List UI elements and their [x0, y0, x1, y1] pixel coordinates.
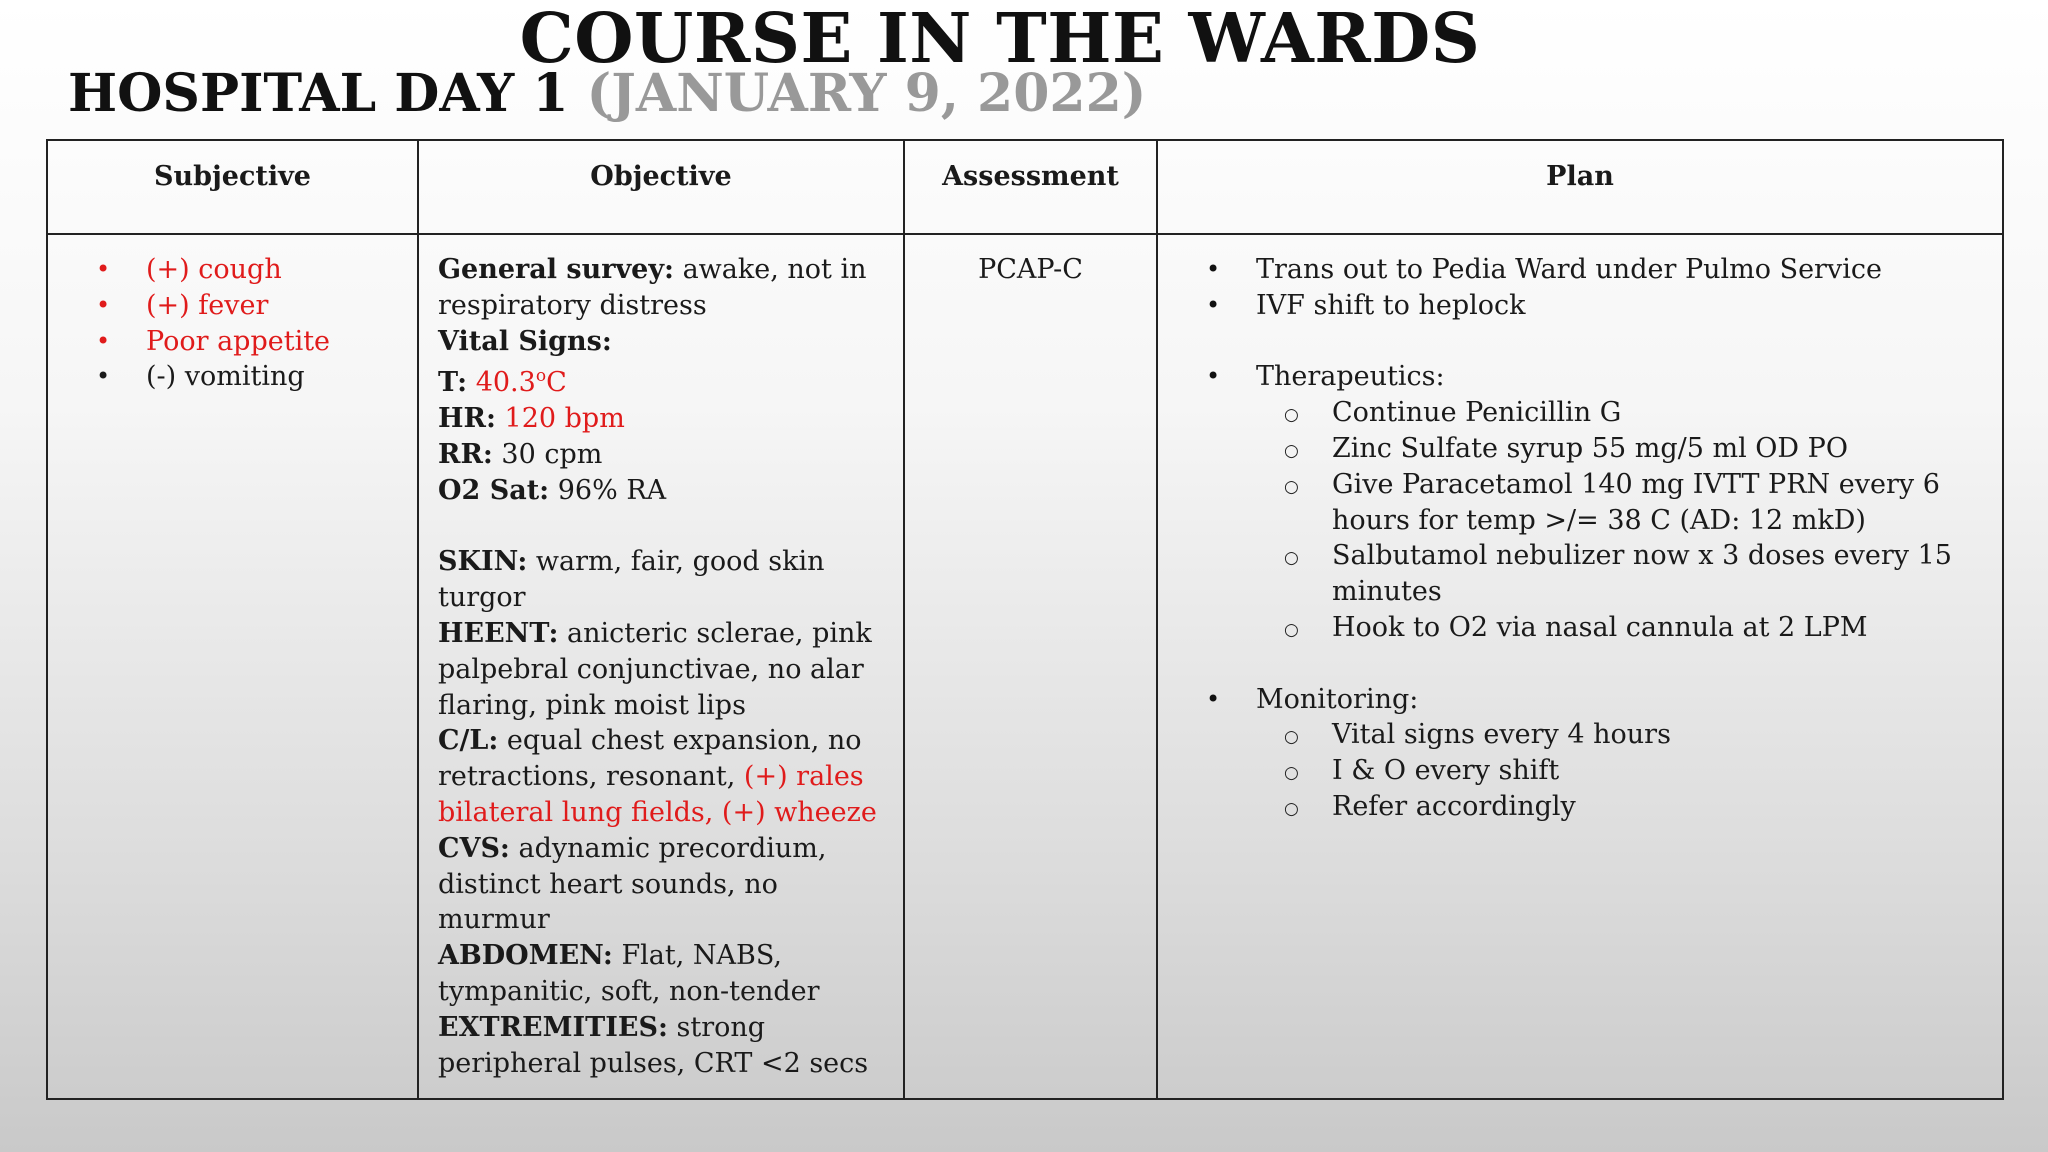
- cvs-label: CVS:: [438, 832, 510, 864]
- monitoring-section: [1159, 682, 2001, 825]
- subjective-list: [49, 252, 416, 395]
- abdomen-finding: [438, 938, 897, 1010]
- temp-label: T:: [438, 367, 468, 399]
- soap-table: [46, 139, 2004, 1100]
- extremities-finding: [438, 1010, 897, 1082]
- plan-cell: [1157, 234, 2003, 1099]
- content-row: [47, 234, 2003, 1099]
- vital-signs-heading: [438, 324, 897, 360]
- subjective-cell: [47, 234, 418, 1099]
- header-objective: Objective: [418, 140, 904, 234]
- general-survey-label: General survey:: [438, 254, 674, 285]
- list-item: • IVF shift to heplock: [1256, 288, 2001, 324]
- header-row: [47, 140, 2003, 234]
- list-item: ○ Refer accordingly: [1332, 789, 2001, 825]
- header-assessment: Assessment: [904, 140, 1157, 234]
- header-plan: Plan: [1157, 140, 2003, 234]
- monitoring-list: [1256, 717, 2001, 824]
- abdomen-label: ABDOMEN:: [438, 940, 613, 972]
- temp-value: [476, 367, 567, 398]
- extremities-label: EXTREMITIES:: [438, 1011, 668, 1043]
- hr-value: 120 bpm: [504, 403, 625, 435]
- list-item: ○ I & O every shift: [1332, 753, 2001, 789]
- spacer: [1159, 646, 2001, 682]
- o2-label: O2 Sat:: [438, 474, 550, 506]
- respiratory-rate: [438, 437, 897, 473]
- spacer: [438, 509, 897, 545]
- chest-lungs-finding: [438, 723, 897, 830]
- skin-value: warm, fair, good skin turgor: [438, 546, 825, 614]
- list-item: • (+) cough: [146, 252, 416, 288]
- therapeutics-list: [1256, 395, 2001, 646]
- list-item: ○ Salbutamol nebulizer now x 3 doses every 15 minutes: [1332, 538, 2001, 610]
- plan-list: [1159, 252, 2001, 324]
- slide-title: COURSE IN THE WARDS: [519, 0, 1481, 79]
- rr-value: 30 cpm: [492, 438, 603, 470]
- spacer: [1159, 324, 2001, 360]
- list-item: ○ Hook to O2 via nasal cannula at 2 LPM: [1332, 610, 2001, 646]
- list-item: [1256, 359, 2001, 645]
- list-item: • Trans out to Pedia Ward under Pulmo Service: [1256, 252, 2001, 288]
- cl-value: equal chest expansion, no retractions, resonant,: [438, 725, 862, 793]
- header-subjective: Subjective: [47, 140, 418, 234]
- therapeutics-section: [1159, 359, 2001, 645]
- cvs-value: adynamic precordium, distinct heart sounds, no murmur: [438, 832, 827, 936]
- therapeutics-label: Therapeutics:: [1256, 361, 1445, 393]
- temperature: [438, 359, 897, 401]
- temp-number: 40.3: [475, 367, 536, 399]
- hr-label: HR:: [438, 403, 496, 435]
- heart-rate: [438, 401, 897, 437]
- extremities-value: strong peripheral pulses, CRT <2 secs: [438, 1011, 869, 1079]
- cl-abnormal: (+) rales bilateral lung fields, (+) wheeze: [438, 761, 877, 828]
- cl-label: C/L:: [438, 725, 499, 757]
- objective-cell: [418, 234, 904, 1099]
- rr-label: RR:: [438, 438, 493, 470]
- list-item: [1256, 682, 2001, 825]
- oxygen-saturation: [438, 473, 897, 509]
- abdomen-value: Flat, NABS, tympanitic, soft, non-tender: [438, 940, 820, 1007]
- assessment-cell: [904, 234, 1157, 1099]
- list-item: • Poor appetite: [146, 324, 416, 360]
- skin-label: SKIN:: [438, 546, 528, 578]
- hospital-day-date: (JANUARY 9, 2022): [586, 63, 1147, 124]
- list-item: ○ Zinc Sulfate syrup 55 mg/5 ml OD PO: [1332, 431, 2001, 467]
- temp-unit: C: [546, 367, 567, 399]
- list-item: ○ Give Paracetamol 140 mg IVTT PRN every 6 hours for temp >/= 38 C (AD: 12 mkD): [1332, 467, 2001, 539]
- temp-degree: o: [535, 366, 547, 387]
- o2-value: 96% RA: [549, 474, 667, 506]
- heent-finding: [438, 616, 897, 723]
- heent-value: anicteric sclerae, pink palpebral conjunctivae, no alar flaring, pink moist lips: [438, 617, 872, 721]
- hospital-day-heading: [68, 58, 1146, 130]
- skin-finding: [438, 544, 897, 616]
- vital-signs-label: Vital Signs:: [438, 325, 612, 357]
- assessment-diagnosis: PCAP-C: [978, 254, 1083, 285]
- general-survey-value: awake, not in respiratory distress: [438, 254, 867, 321]
- list-item: ○ Vital signs every 4 hours: [1332, 717, 2001, 753]
- list-item: • (-) vomiting: [146, 359, 416, 395]
- heent-label: HEENT:: [438, 617, 559, 649]
- general-survey: [438, 252, 897, 324]
- monitoring-label: Monitoring:: [1256, 683, 1419, 715]
- list-item: ○ Continue Penicillin G: [1332, 395, 2001, 431]
- list-item: • (+) fever: [146, 288, 416, 324]
- hospital-day-label: HOSPITAL DAY 1: [68, 63, 587, 124]
- cvs-finding: [438, 831, 897, 938]
